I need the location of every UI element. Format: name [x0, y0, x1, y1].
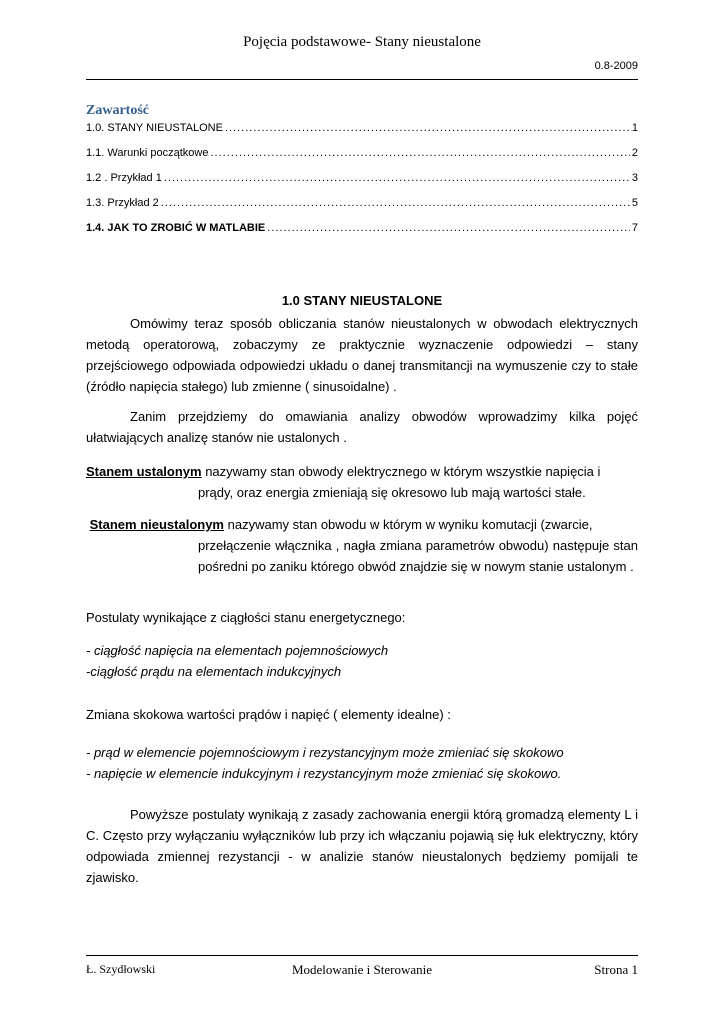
- footer-divider: [86, 955, 638, 956]
- paragraph-text: Powyższe postulaty wynikają z zasady zachowania energii którą gromadzą elementy L i C. Często przy wyłączaniu wyłączników lub przy ich włączaniu pojawią się łuk elektryczny, który odpowiada zmiennej rezystancji - w analizie stanów nieustalonych będziemy pomijali te zjawisko.: [86, 807, 638, 885]
- definition-term: Stanem nieustalonym: [89, 517, 224, 532]
- definition-continuation: przełączenie włącznika , nagła zmiana parametrów obwodu) następuje stan pośredni po zaniku którego obwód znajdzie się w nowym stanie ustalonym .: [198, 538, 638, 574]
- toc-entry[interactable]: [86, 122, 638, 147]
- paragraph-text: Zanim przejdziemy do omawiania analizy obwodów wprowadzimy kilka pojęć ułatwiających analizę stanów nie ustalonych .: [86, 409, 638, 445]
- toc-entry[interactable]: [86, 222, 638, 247]
- toc-leader: [225, 122, 630, 134]
- toc-entry-label: 1.3. Przykład 2: [86, 197, 159, 209]
- toc-leader: [267, 222, 630, 234]
- toc-leader: [210, 147, 629, 159]
- section-heading: 1.0 STANY NIEUSTALONE: [281, 293, 443, 308]
- paragraph-final: [86, 804, 638, 888]
- toc-entry-page: 3: [631, 172, 638, 184]
- toc-entry-page: 7: [631, 222, 638, 234]
- postulate-item: - ciągłość napięcia na elementach pojemnościowych: [86, 643, 389, 658]
- step-change-list: [86, 742, 638, 784]
- toc-entry-label: 1.0. STANY NIEUSTALONE: [86, 122, 223, 134]
- definition-term: Stanem ustalonym: [86, 464, 202, 479]
- toc-entry[interactable]: [86, 197, 638, 222]
- postulate-item: -ciągłość prądu na elementach indukcyjnych: [86, 664, 342, 679]
- footer-page-number: Strona 1: [594, 962, 638, 977]
- toc-leader: [164, 172, 630, 184]
- footer-author: Ł. Szydłowski: [86, 962, 156, 976]
- definition-steady-state: [86, 461, 638, 503]
- header-title: Pojęcia podstawowe- Stany nieustalone: [243, 34, 481, 50]
- postulates-list: [86, 640, 638, 682]
- toc-entry[interactable]: [86, 172, 638, 197]
- definition-text: nazywamy stan obwodu w którym w wyniku komutacji (zwarcie,: [224, 517, 593, 532]
- step-change-item: - napięcie w elemencie indukcyjnym i rezystancyjnym może zmieniać się skokowo.: [86, 766, 562, 781]
- toc-entry[interactable]: [86, 147, 638, 172]
- toc-leader: [161, 197, 630, 209]
- step-change-item: - prąd w elemencie pojemnościowym i rezystancyjnym może zmieniać się skokowo: [86, 745, 564, 760]
- definition-text: nazywamy stan obwody elektrycznego w którym wszystkie napięcia i: [201, 464, 601, 479]
- table-of-contents: [86, 122, 638, 247]
- toc-entry-page: 1: [631, 122, 638, 134]
- paragraph-intro: [86, 313, 638, 397]
- toc-title: Zawartość: [86, 103, 149, 118]
- paragraph-concepts: [86, 406, 638, 448]
- step-change-intro: Zmiana skokowa wartości prądów i napięć ( elementy idealne) :: [86, 707, 451, 722]
- toc-entry-page: 2: [631, 147, 638, 159]
- toc-entry-page: 5: [631, 197, 638, 209]
- definition-transient-state: [86, 514, 638, 577]
- footer-course: Modelowanie i Sterowanie: [291, 962, 433, 977]
- header-date: 0.8-2009: [594, 60, 638, 72]
- toc-entry-label: 1.1. Warunki początkowe: [86, 147, 209, 159]
- header-divider: [86, 79, 638, 80]
- postulates-intro: Postulaty wynikające z ciągłości stanu energetycznego:: [86, 610, 406, 625]
- definition-continuation: prądy, oraz energia zmieniają się okresowo lub mają wartości stałe.: [198, 485, 586, 500]
- toc-entry-label: 1.2 . Przykład 1: [86, 172, 162, 184]
- paragraph-text: Omówimy teraz sposób obliczania stanów nieustalonych w obwodach elektrycznych metodą operatorową, zobaczymy ze praktycznie wyznaczenie odpowiedzi – stany przejściowego odpowiada odpowiedzi układu o danej transmitancji na wymuszenie czy to stałe (źródło napięcia stałego) lub zmienne ( sinusoidalne) .: [86, 316, 638, 394]
- toc-entry-label: 1.4. JAK TO ZROBIĆ W MATLABIE: [86, 222, 266, 234]
